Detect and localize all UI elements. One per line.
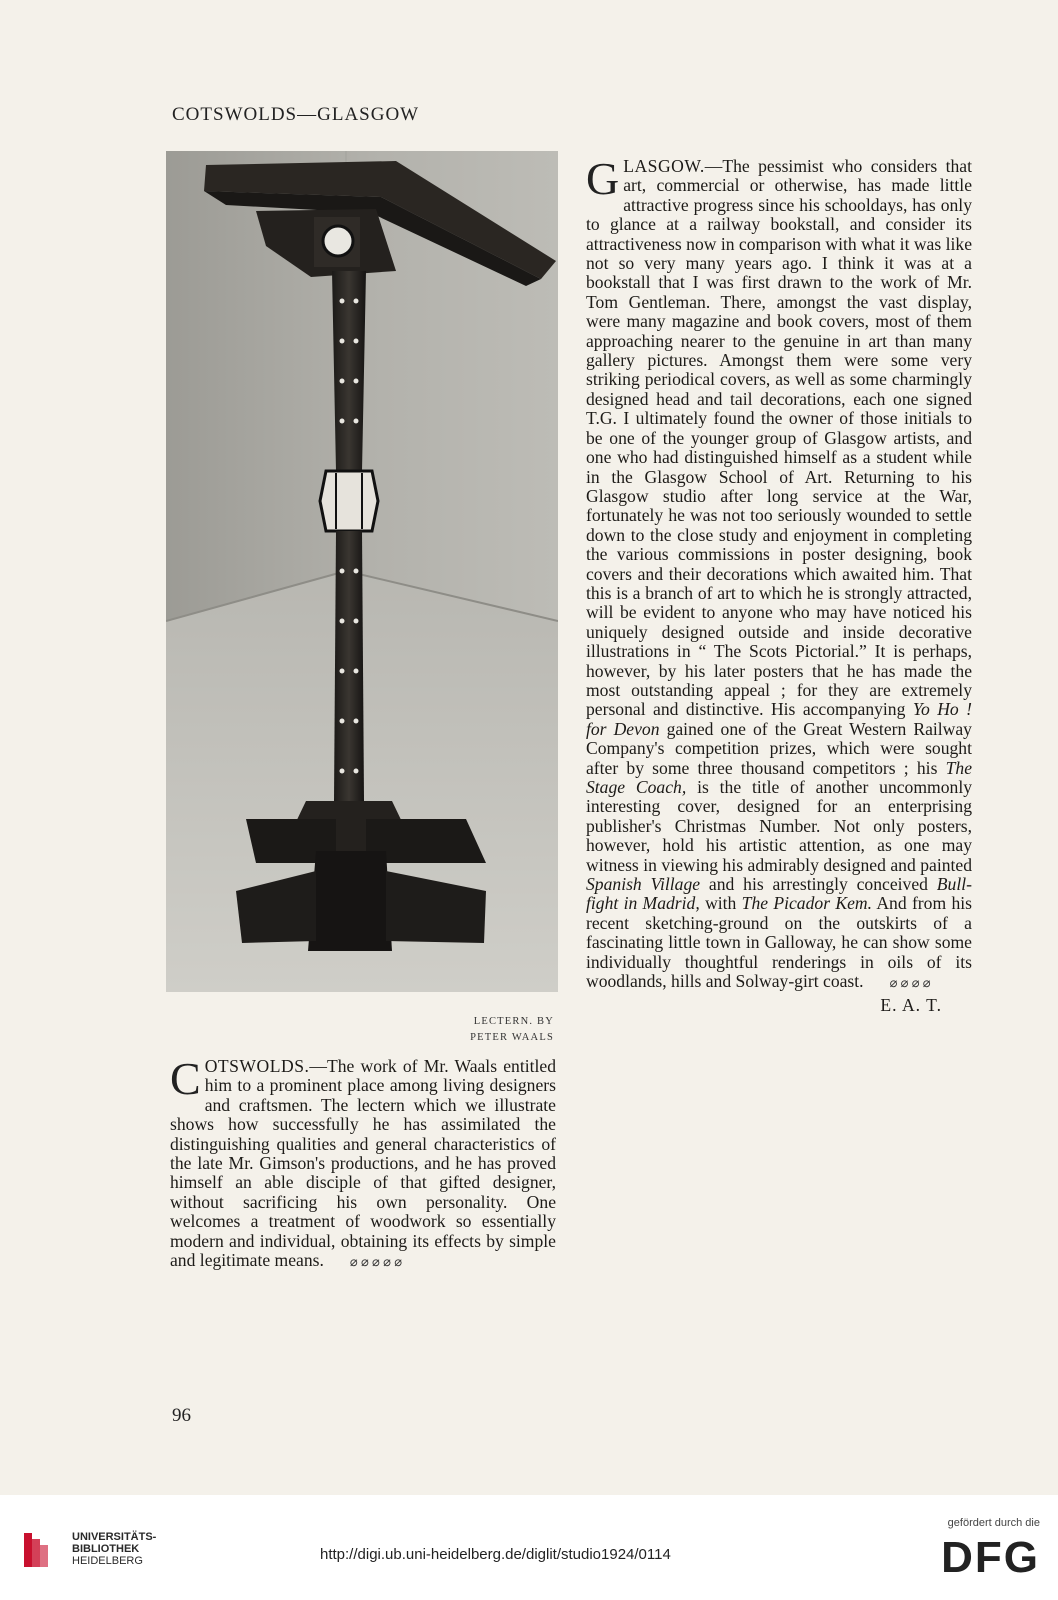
work-title: The Stage Coach, — [586, 757, 972, 797]
library-name-line-3: HEIDELBERG — [72, 1555, 143, 1567]
figure-caption — [400, 1014, 554, 1046]
sponsor-note: gefördert durch die — [947, 1517, 1040, 1529]
cotswolds-article — [170, 1053, 556, 1271]
page-number: 96 — [172, 1405, 191, 1426]
caption-line-2: PETER WAALS — [470, 1032, 554, 1043]
drop-cap: C — [170, 1053, 201, 1104]
caption-line-1: LECTERN. BY — [473, 1016, 554, 1027]
article-body: —The work of Mr. Waals entitled him to a prominent place among living designers and craftsmen. The lectern which we illustrate shows how successfully he has assimilated the distinguishing qualities and general characteristics of the late Mr. Gimson's productions, and he has proved himself an able disciple of that gifted designer, without sacrificing his own personality. One welcomes a treatment of woodwork so essentially modern and individual, obtaining its effects by simple and legitimate means. — [170, 1056, 556, 1271]
article-body-3: is the title of another uncommonly interesting cover, designed for an enterprising publisher's Christmas Number. Not only posters, however, hold his artistic attention, as one may witness in viewing his admirably designed and painted — [586, 777, 973, 875]
work-title: Yo Ho ! for Devon — [586, 699, 972, 739]
work-title: Bull-fight in Madrid, — [586, 874, 972, 914]
article-lead: OTSWOLDS. — [204, 1056, 310, 1076]
library-name-line-2: BIBLIOTHEK — [72, 1543, 140, 1555]
library-name — [72, 1531, 156, 1567]
article-body-4: and his arrestingly conceived — [708, 874, 928, 895]
library-logo-icon — [20, 1527, 64, 1571]
work-title: The Picador Kem. — [741, 893, 872, 914]
lectern-photo — [166, 151, 558, 992]
running-head: COTSWOLDS—GLASGOW — [172, 104, 420, 125]
article-lead: LASGOW. — [623, 156, 705, 176]
glasgow-article — [586, 153, 973, 1016]
work-title: Spanish Village — [586, 874, 701, 895]
article-body-5: with — [705, 893, 737, 914]
lectern-illustration — [166, 151, 558, 992]
article-body-1: —The pessimist who considers that art, commercial or otherwise, has made little attractive progress since his schooldays, has only to glance at a railway bookstall, and consider its attractiveness now in comparison with what it was like not so very many years ago. I think it was at a bookstall that I was first drawn to the work of Mr. Tom Gentleman. There, amongst the vast display, were many magazine and book covers, most of them approaching nearer to the genuine in art than many gallery pictures. Amongst them were some very striking periodical covers, as well as some charmingly designed head and tail decorations, each one signed T.G. I ultimately found the owner of those initials to be one of the younger group of Glasgow artists, and one who had distinguished himself as a student while in the Glasgow School of Art. Returning to his Glasgow studio after long service at the War, fortunately he was not too seriously wounded to settle down to the close study and enjoyment in completing the various commissions in poster designing, book covers and their decorations which awaited him. That this is a branch of art to which he is strongly attracted, will be evident to anyone who may have noticed his uniquely designed outside and inside decorative illustrations in “ The Scots Pictorial.” It is perhaps, however, by his later posters that he has made the most outstanding appeal ; for they are extremely personal and distinctive. His accompanying — [586, 156, 972, 720]
drop-cap: G — [586, 153, 620, 204]
sponsor-block — [941, 1517, 1040, 1583]
ornament-row: ⌀ ⌀ ⌀ ⌀ ⌀ — [349, 1254, 403, 1270]
dfg-logo: DFG — [941, 1533, 1040, 1582]
ornament-row: ⌀ ⌀ ⌀ ⌀ — [889, 975, 931, 991]
article-body-2: gained one of the Great Western Railway Company's competition prizes, which were sought after by some three thousand competitors ; his — [586, 718, 972, 778]
library-name-line-1: UNIVERSITÄTS- — [72, 1531, 157, 1543]
digitization-footer — [0, 1495, 1058, 1600]
source-url-link[interactable]: http://digi.ub.uni-heidelberg.de/diglit/studio1924/0114 — [320, 1546, 671, 1563]
article-body-6: And from his recent sketching-ground on the outskirts of a fascinating little town in Galloway, he can show some individually thoughtful renderings in oils of its woodlands, hills and Solway-girt coast. — [586, 893, 972, 992]
author-signature: E. A. T. — [880, 995, 942, 1016]
